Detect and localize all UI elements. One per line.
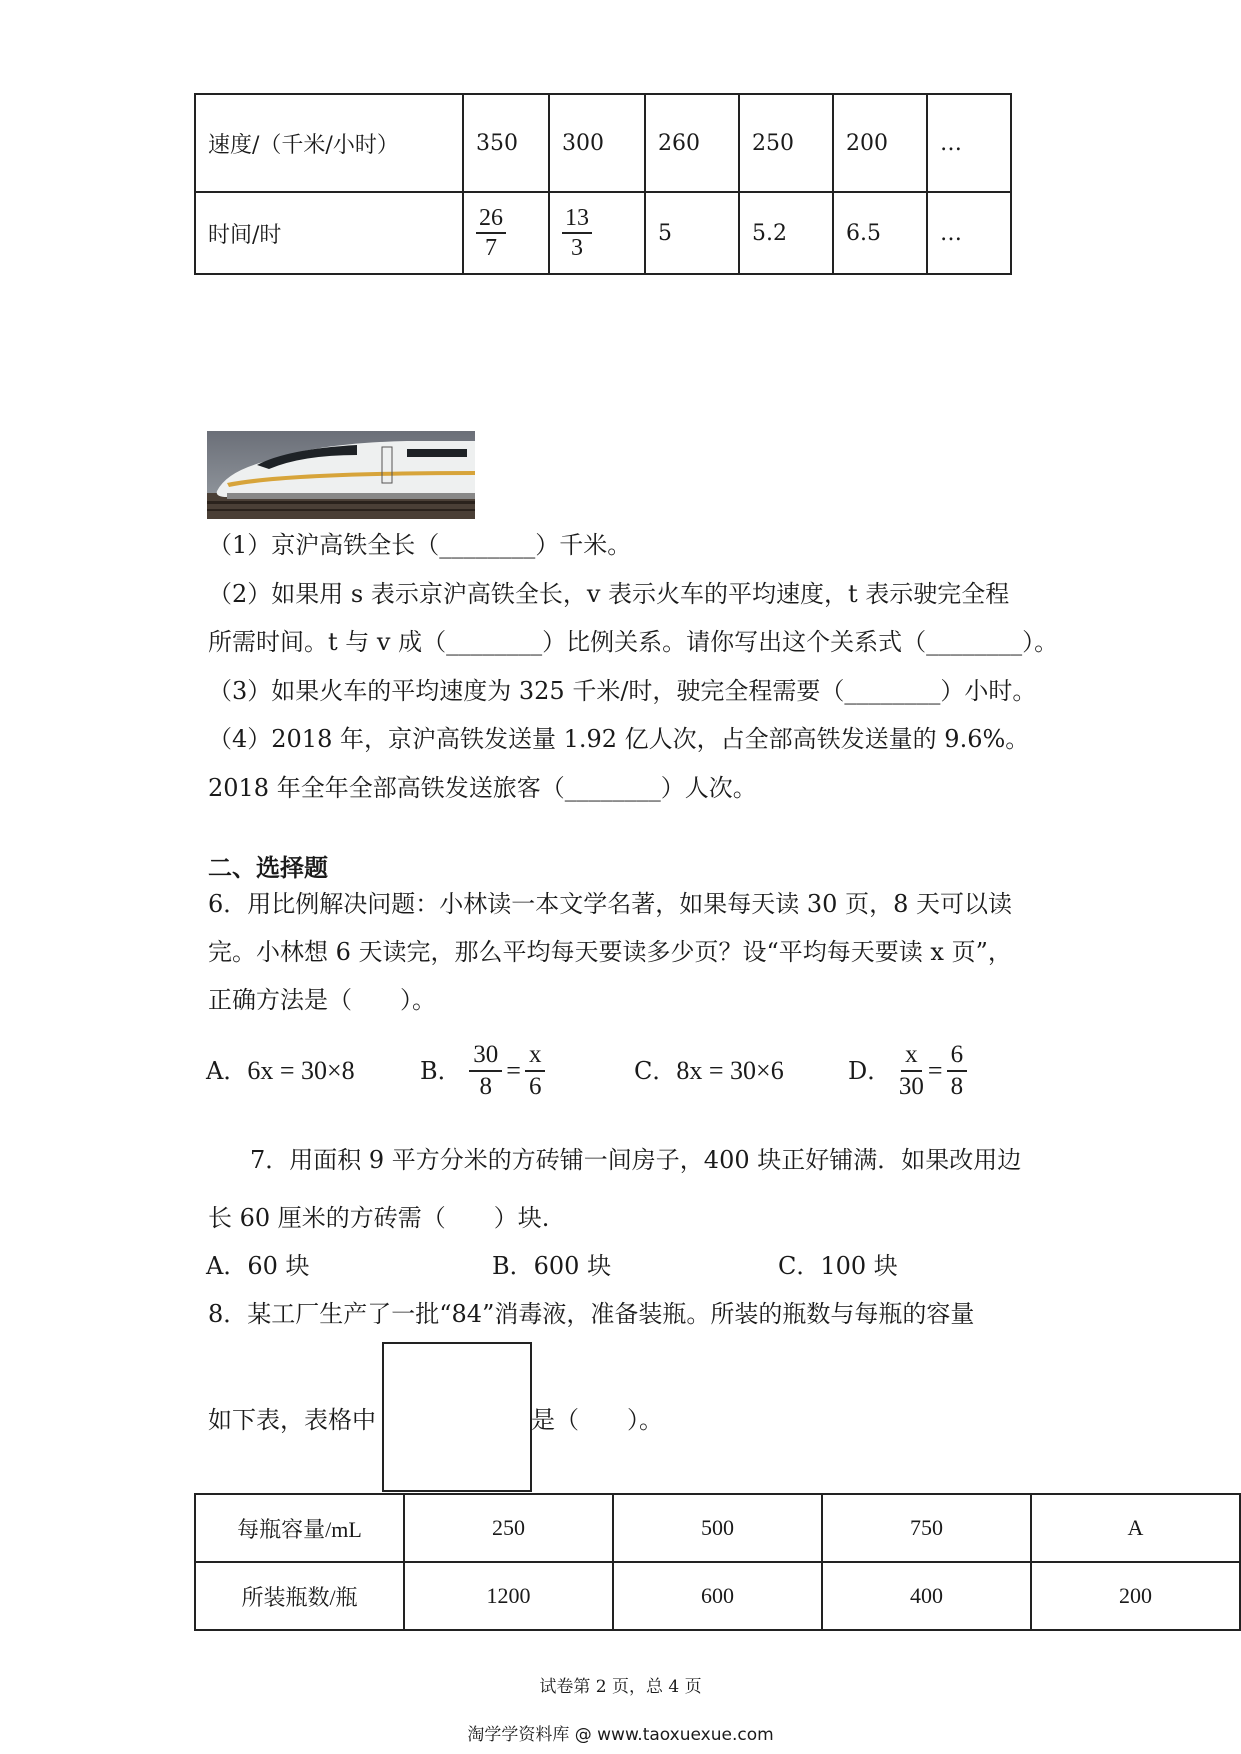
- fraction: $\frac{6}{8}$: [947, 1040, 968, 1102]
- table-cell: 600: [613, 1562, 822, 1630]
- bottle-capacity-table: [194, 1493, 1241, 1631]
- q7-option-a[interactable]: A．60 块: [206, 1252, 310, 1280]
- table-cell: 200: [833, 94, 927, 192]
- table-cell: 1200: [404, 1562, 613, 1630]
- table-cell: …: [927, 94, 1011, 192]
- page-footer: 试卷第 2 页，总 4 页: [539, 1677, 702, 1697]
- q6-option-a[interactable]: A．6x = 30×8: [206, 1056, 355, 1085]
- table-cell-fraction: $\frac{13}{3}$: [549, 192, 645, 274]
- table-cell: 5: [645, 192, 739, 274]
- q6-line2: 完。小林想 6 天读完，那么平均每天要读多少页？设“平均每天要读 x 页”，: [208, 938, 1012, 966]
- answer-blank-box: [382, 1342, 532, 1492]
- q6-option-d[interactable]: D． $\frac{x}{30}$ = $\frac{6}{8}$: [848, 1040, 967, 1102]
- site-watermark: 淘学学资料库 @ www.taoxuexue.com: [467, 1725, 774, 1745]
- table-cell: 5.2: [739, 192, 833, 274]
- q6-line1: 6．用比例解决问题：小林读一本文学名著，如果每天读 30 页，8 天可以读: [208, 890, 1012, 918]
- q5-part2-line2: 所需时间。t 与 v 成（________）比例关系。请你写出这个关系式（________）。: [208, 628, 1059, 656]
- table-header-capacity: 每瓶容量/mL: [195, 1494, 404, 1562]
- fraction: $\frac{x}{6}$: [525, 1040, 546, 1102]
- table-cell: 750: [822, 1494, 1031, 1562]
- table-cell: 300: [549, 94, 645, 192]
- table-cell: 6.5: [833, 192, 927, 274]
- option-c-expression: 8x = 30×6: [676, 1056, 784, 1085]
- option-a-expression: 6x = 30×8: [247, 1056, 355, 1085]
- table-cell: 250: [739, 94, 833, 192]
- q6-option-c[interactable]: C．8x = 30×6: [634, 1056, 784, 1085]
- table-header-speed: 速度/（千米/小时）: [195, 94, 463, 192]
- q7-option-b[interactable]: B．600 块: [492, 1252, 612, 1280]
- table-cell: …: [927, 192, 1011, 274]
- q7-line1: 7．用面积 9 平方分米的方砖铺一间房子，400 块正好铺满．如果改用边: [250, 1146, 1022, 1174]
- table-cell: 250: [404, 1494, 613, 1562]
- fraction: $\frac{x}{30}$: [898, 1041, 924, 1100]
- q5-part3: （3）如果火车的平均速度为 325 千米/时，驶完全程需要（________）小时。: [208, 677, 1037, 705]
- fraction: $\frac{30}{8}$: [469, 1040, 502, 1102]
- q7-line2: 长 60 厘米的方砖需（ ）块.: [208, 1204, 550, 1232]
- section-heading: 二、选择题: [208, 854, 328, 882]
- q8-line1: 8．某工厂生产了一批“84”消毒液，准备装瓶。所装的瓶数与每瓶的容量: [208, 1300, 975, 1328]
- q6-option-b[interactable]: B． $\frac{30}{8}$ = $\frac{x}{6}$: [420, 1040, 545, 1102]
- q5-part4-line2: 2018 年全年全部高铁发送旅客（________）人次。: [208, 774, 757, 802]
- table-header-time: 时间/时: [195, 192, 463, 274]
- table-cell: 500: [613, 1494, 822, 1562]
- speed-time-table: [194, 93, 1012, 275]
- table-cell: 350: [463, 94, 549, 192]
- table-cell-fraction: $\frac{26}{7}$: [463, 192, 549, 274]
- q5-part2-line1: （2）如果用 s 表示京沪高铁全长，v 表示火车的平均速度，t 表示驶完全程: [208, 580, 1010, 608]
- q5-part4-line1: （4）2018 年，京沪高铁发送量 1.92 亿人次，占全部高铁发送量的 9.6%。: [208, 725, 1030, 753]
- q7-option-c[interactable]: C．100 块: [778, 1252, 898, 1280]
- table-cell: A: [1031, 1494, 1240, 1562]
- q8-line2-start: 如下表，表格中: [208, 1406, 376, 1434]
- q5-part1: （1）京沪高铁全长（________）千米。: [208, 531, 632, 559]
- high-speed-train-photo: [207, 431, 475, 519]
- table-cell: 400: [822, 1562, 1031, 1630]
- table-cell: 260: [645, 94, 739, 192]
- q8-line2-end: 是（ ）。: [531, 1406, 663, 1434]
- table-cell: 200: [1031, 1562, 1240, 1630]
- table-header-bottles: 所装瓶数/瓶: [195, 1562, 404, 1630]
- q6-line3: 正确方法是（ ）。: [208, 986, 436, 1014]
